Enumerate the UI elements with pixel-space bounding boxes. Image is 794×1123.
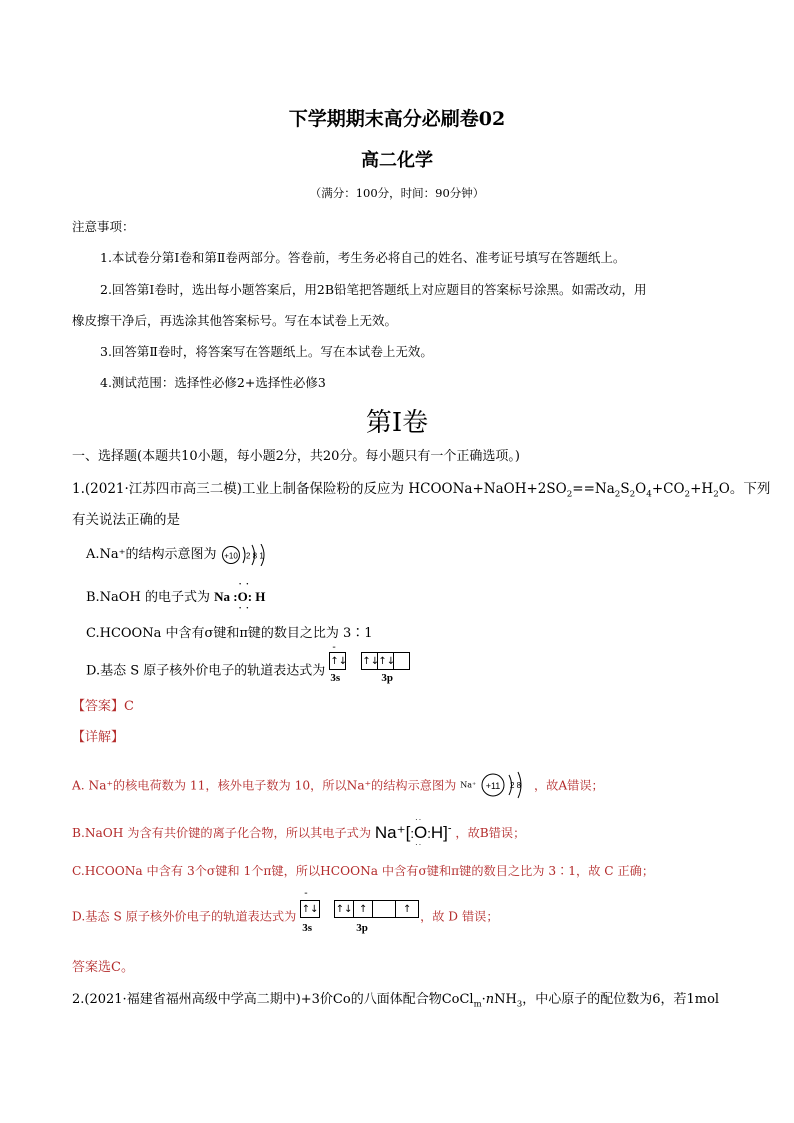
notice-item: 4.测试范围：选择性必修2+选择性必修3: [100, 375, 326, 390]
orbital-label-3p: 3p: [356, 922, 368, 934]
equation-tail: ==Na: [572, 481, 615, 497]
colon-symbol: :: [233, 589, 238, 604]
detail-heading: 【详解】: [72, 730, 125, 745]
h-symbol: H: [430, 822, 444, 842]
orbital-label-3p: 3p: [381, 672, 394, 684]
na-atom-diagram-a: [221, 544, 273, 566]
shell-label: 2 8 1: [245, 551, 264, 560]
subject-title: 高二化学: [361, 150, 433, 171]
conclusion: 答案选C。: [72, 960, 134, 975]
nucleus-label: +11: [485, 781, 501, 791]
na-ion-diagram: [480, 770, 530, 800]
explanation-d: [72, 888, 499, 934]
orbital-box: ↑↓: [329, 652, 346, 670]
orbital-box: ↑↓: [300, 900, 320, 918]
option-b: [86, 579, 266, 613]
section-heading: 一、选择题(本题共10小题，每小题2分，共20分。每小题只有一个正确选项。): [72, 449, 520, 464]
orbital-box: ↑↓: [361, 652, 378, 670]
orbital-diagram-expl: - ↑↓ ↑↓ ↑ ↑ 3s 3p: [300, 898, 416, 934]
naoh-electron-formula: Na : · · · · O: H: [214, 579, 266, 613]
explanation-a-text: A. Na⁺的核电荷数为 11，核外电子数为 10，所以Na⁺的结构示意图为: [72, 778, 457, 793]
notice-heading: 注意事项：: [72, 219, 135, 234]
explanation-a-tail: ，故A错误；: [533, 778, 604, 793]
explanation-b-text: B.NaOH 为含有共价键的离子化合物，所以其电子式为: [72, 825, 372, 840]
na-ion-label: Na⁺: [460, 780, 477, 790]
orbital-box: ↑: [395, 900, 419, 918]
question-2-text: 2.(2021·福建省福州高级中学高二期中)+3价Co的八面体配合物CoCl: [72, 992, 474, 1007]
o-symbol: O: [413, 822, 428, 842]
shell-label: 2 8: [510, 781, 522, 790]
orbital-box: [393, 652, 410, 670]
notice-item: 2.回答第Ⅰ卷时，选出每小题答案后，用2B铅笔把答题纸上对应题目的答案标号涂黑。如需改动，用: [100, 282, 647, 297]
option-d-text: D.基态 S 原子核外价电子的轨道表达式为: [86, 663, 326, 679]
question-2-tail: ，中心原子的配位数为6，若1mol: [522, 992, 720, 1007]
orbital-box: ↑↓: [377, 652, 394, 670]
question-1-text: 1.(2021·江苏四市高三二模)工业上制备保险粉的反应为 HCOONa+NaOH+2SO: [72, 481, 567, 497]
option-a: [86, 543, 273, 566]
orbital-box: ↑: [353, 900, 373, 918]
nucleus-label: +10: [223, 551, 238, 560]
explanation-c: C.HCOONa 中含有 3个σ键和 1个π键，所以HCOONa 中含有σ键和π键的数目之比为 3∶1，故 C 正确；: [72, 864, 655, 878]
question-1-line2: 有关说法正确的是: [72, 512, 180, 528]
paper-title: 下学期期末高分必刷卷02: [288, 108, 506, 130]
answer: 【答案】C: [72, 699, 134, 714]
explanation-d-text: D.基态 S 原子核外价电子的轨道表达式为: [72, 909, 297, 924]
orbital-box: ↑↓: [334, 900, 354, 918]
option-d: [86, 642, 429, 686]
notice-item: 1.本试卷分第Ⅰ卷和第Ⅱ卷两部分。答卷前，考生务必将自己的姓名、准考证号填写在答题纸上。: [100, 250, 626, 265]
naoh-ionic-formula: Na⁺[: ·· ·· O:H]-: [374, 814, 452, 849]
question-1-stem: 1.(2021·江苏四市高三二模)工业上制备保险粉的反应为 $HCOONa+NaOH+2SO_2==Na_2S_2O_4+CO_2+H_2O$。下列: [72, 481, 771, 500]
explanation-a: [72, 770, 604, 800]
notice-item: 橡皮擦干净后，再选涂其他答案标号。写在本试卷上无效。: [72, 313, 398, 328]
na-symbol: Na: [214, 589, 230, 604]
colon-symbol: :: [247, 589, 253, 604]
orbital-label-3s: 3s: [330, 672, 341, 684]
explanation-b: [72, 814, 526, 849]
notice-item: 3.回答第Ⅱ卷时，将答案写在答题纸上。写在本试卷上无效。: [100, 344, 433, 359]
na-ion-symbol: Na⁺: [374, 822, 406, 842]
volume-heading: 第Ⅰ卷: [365, 408, 429, 437]
h-symbol: H: [255, 589, 266, 604]
explanation-d-tail: ，故 D 错误；: [420, 909, 499, 924]
question-2-stem: 2.(2021·福建省福州高级中学高二期中)+3价Co的八面体配合物CoCl$_m$·nNH$_3$，中心原子的配位数为6，若1mol: [72, 992, 720, 1009]
option-a-text: A.Na⁺的结构示意图为: [86, 547, 217, 562]
explanation-b-tail: ，故B错误；: [455, 825, 526, 840]
option-b-text: B.NaOH 的电子式为: [86, 590, 210, 605]
orbital-label-3s: 3s: [302, 922, 312, 934]
orbital-diagram-d: - ↑↓ ↑↓↑↓ 3s 3p: [329, 652, 429, 686]
o-symbol: O: [237, 589, 248, 604]
exam-info: （满分：100分，时间：90分钟）: [309, 186, 485, 200]
orbital-box: [372, 900, 396, 918]
option-c: C.HCOONa 中含有σ键和π键的数目之比为 3∶1: [86, 626, 373, 641]
